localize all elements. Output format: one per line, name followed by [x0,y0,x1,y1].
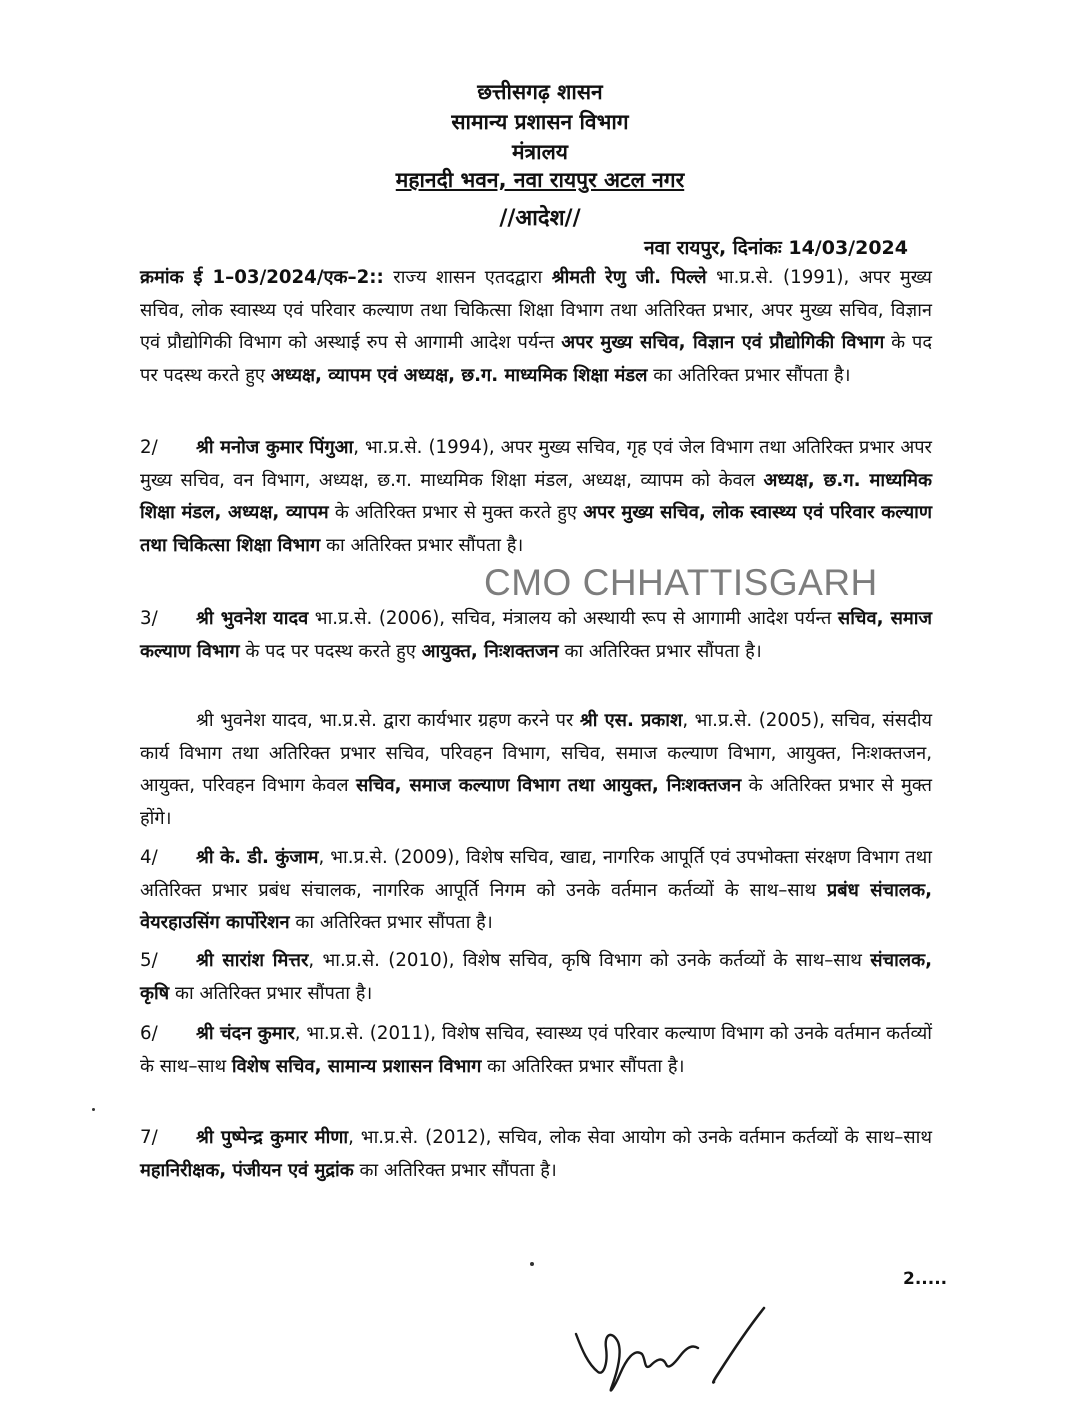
order-number: क्रमांक ई 1–03/2024/एक–2:: [140,267,384,288]
paragraph-3-sub [140,705,932,835]
para3-bold-2: आयुक्त, निःशक्तजन [421,640,559,662]
paragraph-4 [140,842,932,940]
para5-bold-1: संचालक, कृषि [140,950,932,1004]
para2-number: 2/ [140,437,158,458]
para7-bold-1: महानिरीक्षक, पंजीयन एवं मुद्रांक [140,1159,354,1181]
para7-name: श्री पुष्पेन्द्र कुमार मीणा [196,1127,349,1148]
para3b-name: श्री एस. प्रकाश [579,710,683,731]
stray-dot [530,1262,534,1266]
para3-text-3: का अतिरिक्त प्रभार सौंपता है। [558,640,762,662]
para2-bold-1: अध्यक्ष, छ.ग. माध्यमिक शिक्षा मंडल, अध्यक्ष, व्यापम [140,469,933,524]
para6-text-2: का अतिरिक्त प्रभार सौंपता है। [481,1055,685,1077]
page-indicator: 2..... [903,1269,948,1289]
para3b-bold-1: सचिव, समाज कल्याण विभाग तथा आयुक्त, निःशक्तजन [355,775,742,797]
para4-bold-1: प्रबंध संचालक, वेयरहाउसिंग कार्पोरेशन [140,879,932,934]
order-date: नवा रायपुर, दिनांकः 14/03/2024 [644,237,908,259]
govt-title: छत्तीसगढ़ शासन [477,80,603,104]
para4-text-2: का अतिरिक्त प्रभार सौंपता है। [289,912,493,934]
paragraph-6 [140,1018,932,1083]
para6-bold-1: विशेष सचिव, सामान्य प्रशासन विभाग [231,1055,482,1077]
paragraph-3 [140,603,932,668]
para1-text-4: का अतिरिक्त प्रभार सौंपता है। [647,364,851,386]
para6-name: श्री चंदन कुमार [196,1023,295,1044]
para7-text-2: का अतिरिक्त प्रभार सौंपता है। [353,1159,557,1181]
para5-name: श्री सारांश मित्तर [196,950,309,971]
para1-bold-2: अध्यक्ष, व्यापम एवं अध्यक्ष, छ.ग. माध्यमिक शिक्षा मंडल [270,364,648,386]
paragraph-7 [140,1122,932,1187]
watermark: CMO CHHATTISGARH [484,562,878,603]
para2-bold-2: अपर मुख्य सचिव, लोक स्वास्थ्य एवं परिवार कल्याण तथा चिकित्सा शिक्षा विभाग [140,502,932,556]
department-title: सामान्य प्रशासन विभाग [451,110,629,134]
stray-dot [92,1108,95,1111]
para2-name: श्री मनोज कुमार पिंगुआ [196,437,354,458]
para5-number: 5/ [140,950,158,971]
para4-text-1: , भा.प्र.से. (2009), विशेष सचिव, खाद्य, नागरिक आपूर्ति एवं उपभोक्ता संरक्षण विभाग तथा अतिरिक्त प्रभार प्रबंध संचालक, नागरिक आपूर्ति निगम को उनके वर्तमान कर्तव्यों के साथ–साथ [140,847,932,901]
signature [568,1290,778,1400]
paragraph-5 [140,945,932,1010]
para2-text-3: का अतिरिक्त प्रभार सौंपता है। [320,534,524,556]
para1-text-3: के पद पर पदस्थ करते हुए [140,332,932,386]
ministry-title: मंत्रालय [511,140,568,164]
para3-text-2: के पद पर पदस्थ करते हुए [239,640,422,662]
para5-text-1: , भा.प्र.से. (2010), विशेष सचिव, कृषि विभाग को उनके कर्तव्यों के साथ–साथ [308,950,871,971]
para1-text-1: राज्य शासन एतदद्वारा [383,267,552,288]
para3-number: 3/ [140,608,158,629]
para4-number: 4/ [140,847,158,868]
para1-name: श्रीमती रेणु जी. पिल्ले [551,267,707,288]
para7-number: 7/ [140,1127,158,1148]
para3-name: श्री भुवनेश यादव [196,608,309,629]
para6-number: 6/ [140,1023,158,1044]
address-line: महानदी भवन, नवा रायपुर अटल नगर [395,168,685,192]
para1-text-2: भा.प्र.से. (1991), अपर मुख्य सचिव, लोक स्वास्थ्य एवं परिवार कल्याण तथा चिकित्सा शिक्षा विभाग तथा अतिरिक्त प्रभार, अपर मुख्य सचिव, विज्ञान एवं प्रौद्योगिकी विभाग को अस्थाई रुप से आगामी आदेश पर्यन्त [140,267,932,354]
para3b-text-3: के अतिरिक्त प्रभार से मुक्त होंगे। [140,775,932,829]
para6-text-1: , भा.प्र.से. (2011), विशेष सचिव, स्वास्थ्य एवं परिवार कल्याण विभाग को उनके वर्तमान कर्तव्यों के साथ–साथ [140,1023,932,1077]
para5-text-2: का अतिरिक्त प्रभार सौंपता है। [169,982,373,1004]
para3b-text-1: श्री भुवनेश यादव, भा.प्र.से. द्वारा कार्यभार ग्रहण करने पर [196,710,580,731]
order-heading: //आदेश// [499,206,581,231]
para1-bold-1: अपर मुख्य सचिव, विज्ञान एवं प्रौद्योगिकी विभाग [561,332,885,354]
para3b-text-2: , भा.प्र.से. (2005), सचिव, संसदीय कार्य विभाग तथा अतिरिक्त प्रभार सचिव, परिवहन विभाग, सचिव, समाज कल्याण विभाग, आयुक्त, निःशक्तजन, आयुक्त, परिवहन विभाग केवल [140,710,932,797]
paragraph-2 [140,432,932,562]
para7-text-1: , भा.प्र.से. (2012), सचिव, लोक सेवा आयोग को उनके वर्तमान कर्तव्यों के साथ–साथ [348,1127,932,1148]
para3-text-1: भा.प्र.से. (2006), सचिव, मंत्रालय को अस्थायी रूप से आगामी आदेश पर्यन्त [308,608,838,629]
para4-name: श्री के. डी. कुंजाम [196,847,319,868]
para2-text-1: , भा.प्र.से. (1994), अपर मुख्य सचिव, गृह एवं जेल विभाग तथा अतिरिक्त प्रभार अपर मुख्य सचिव, वन विभाग, अध्यक्ष, छ.ग. माध्यमिक शिक्षा मंडल, अध्यक्ष, व्यापम को केवल [140,437,932,491]
para3-bold-1: सचिव, समाज कल्याण विभाग [140,608,932,662]
para2-text-2: के अतिरिक्त प्रभार से मुक्त करते हुए [328,502,584,524]
paragraph-1 [140,262,932,392]
